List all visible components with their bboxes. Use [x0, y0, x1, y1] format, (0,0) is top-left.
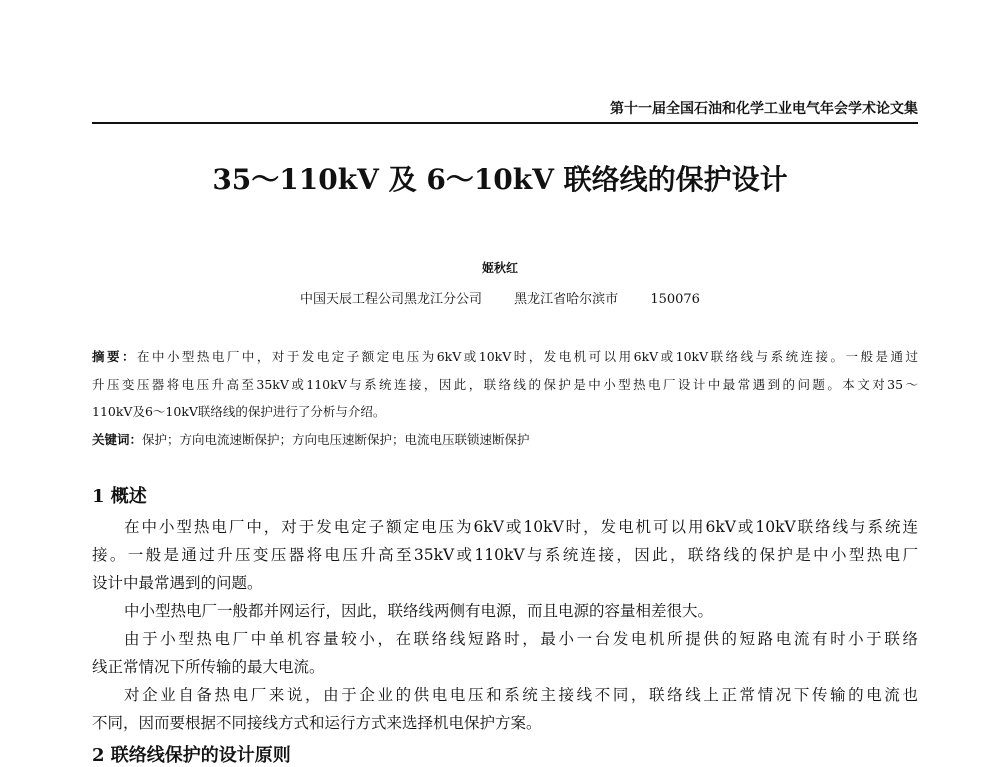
abstract	[92, 343, 918, 453]
author: 姬秋红	[481, 261, 518, 275]
abstract-line: 升压变压器将电压升高至35kV或110kV与系统连接，因此，联络线的保护是中小型热电厂设计中最常遇到的问题。本文对35～	[92, 376, 918, 392]
running-header: 第十一届全国石油和化学工业电气年会学术论文集	[610, 101, 918, 117]
header-rule	[92, 122, 918, 124]
body-line: 中小型热电厂一般都并网运行，因此，联络线两侧有电源，而且电源的容量相差很大。	[124, 602, 714, 620]
affiliation-postcode: 150076	[650, 292, 700, 307]
section-1-body	[92, 513, 918, 737]
body-line: 线正常情况下所传输的最大电流。	[92, 658, 325, 676]
body-line: 在中小型热电厂中，对于发电定子额定电压为6kV或10kV时，发电机可以用6kV或10kV联络线与系统连	[124, 518, 918, 536]
affiliation	[0, 288, 1000, 307]
body-line: 接。一般是通过升压变压器将电压升高至35kV或110kV与系统连接，因此，联络线的保护是中小型热电厂	[92, 546, 918, 564]
abstract-line: 110kV及6～10kV联络线的保护进行了分析与介绍。	[92, 404, 386, 419]
body-line: 设计中最常遇到的问题。	[92, 574, 263, 592]
affiliation-city: 黑龙江省哈尔滨市	[514, 292, 619, 307]
affiliation-org: 中国天辰工程公司黑龙江分公司	[300, 292, 483, 307]
keywords-text: 保护；方向电流速断保护；方向电压速断保护；电流电压联锁速断保护	[142, 431, 530, 447]
body-line: 不同，因而要根据不同接线方式和运行方式来选择机电保护方案。	[92, 714, 542, 732]
keywords-label: 关键词：	[92, 431, 143, 447]
body-line: 由于小型热电厂中单机容量较小，在联络线短路时，最小一台发电机所提供的短路电流有时小于联络	[124, 630, 918, 648]
paper-title: 35～110kV 及 6～10kV 联络线的保护设计	[212, 163, 788, 196]
abstract-label: 摘要：	[92, 349, 137, 364]
keywords	[92, 426, 918, 454]
section-1-heading: 1 概述	[92, 486, 147, 507]
body-line: 对企业自备热电厂来说，由于企业的供电电压和系统主接线不同，联络线上正常情况下传输的电流也	[124, 686, 918, 704]
abstract-line: 摘要：在中小型热电厂中，对于发电定子额定电压为6kV或10kV时，发电机可以用6kV或10kV联络线与系统连接。一般是通过	[92, 349, 918, 364]
section-2-heading: 2 联络线保护的设计原则	[92, 745, 291, 766]
